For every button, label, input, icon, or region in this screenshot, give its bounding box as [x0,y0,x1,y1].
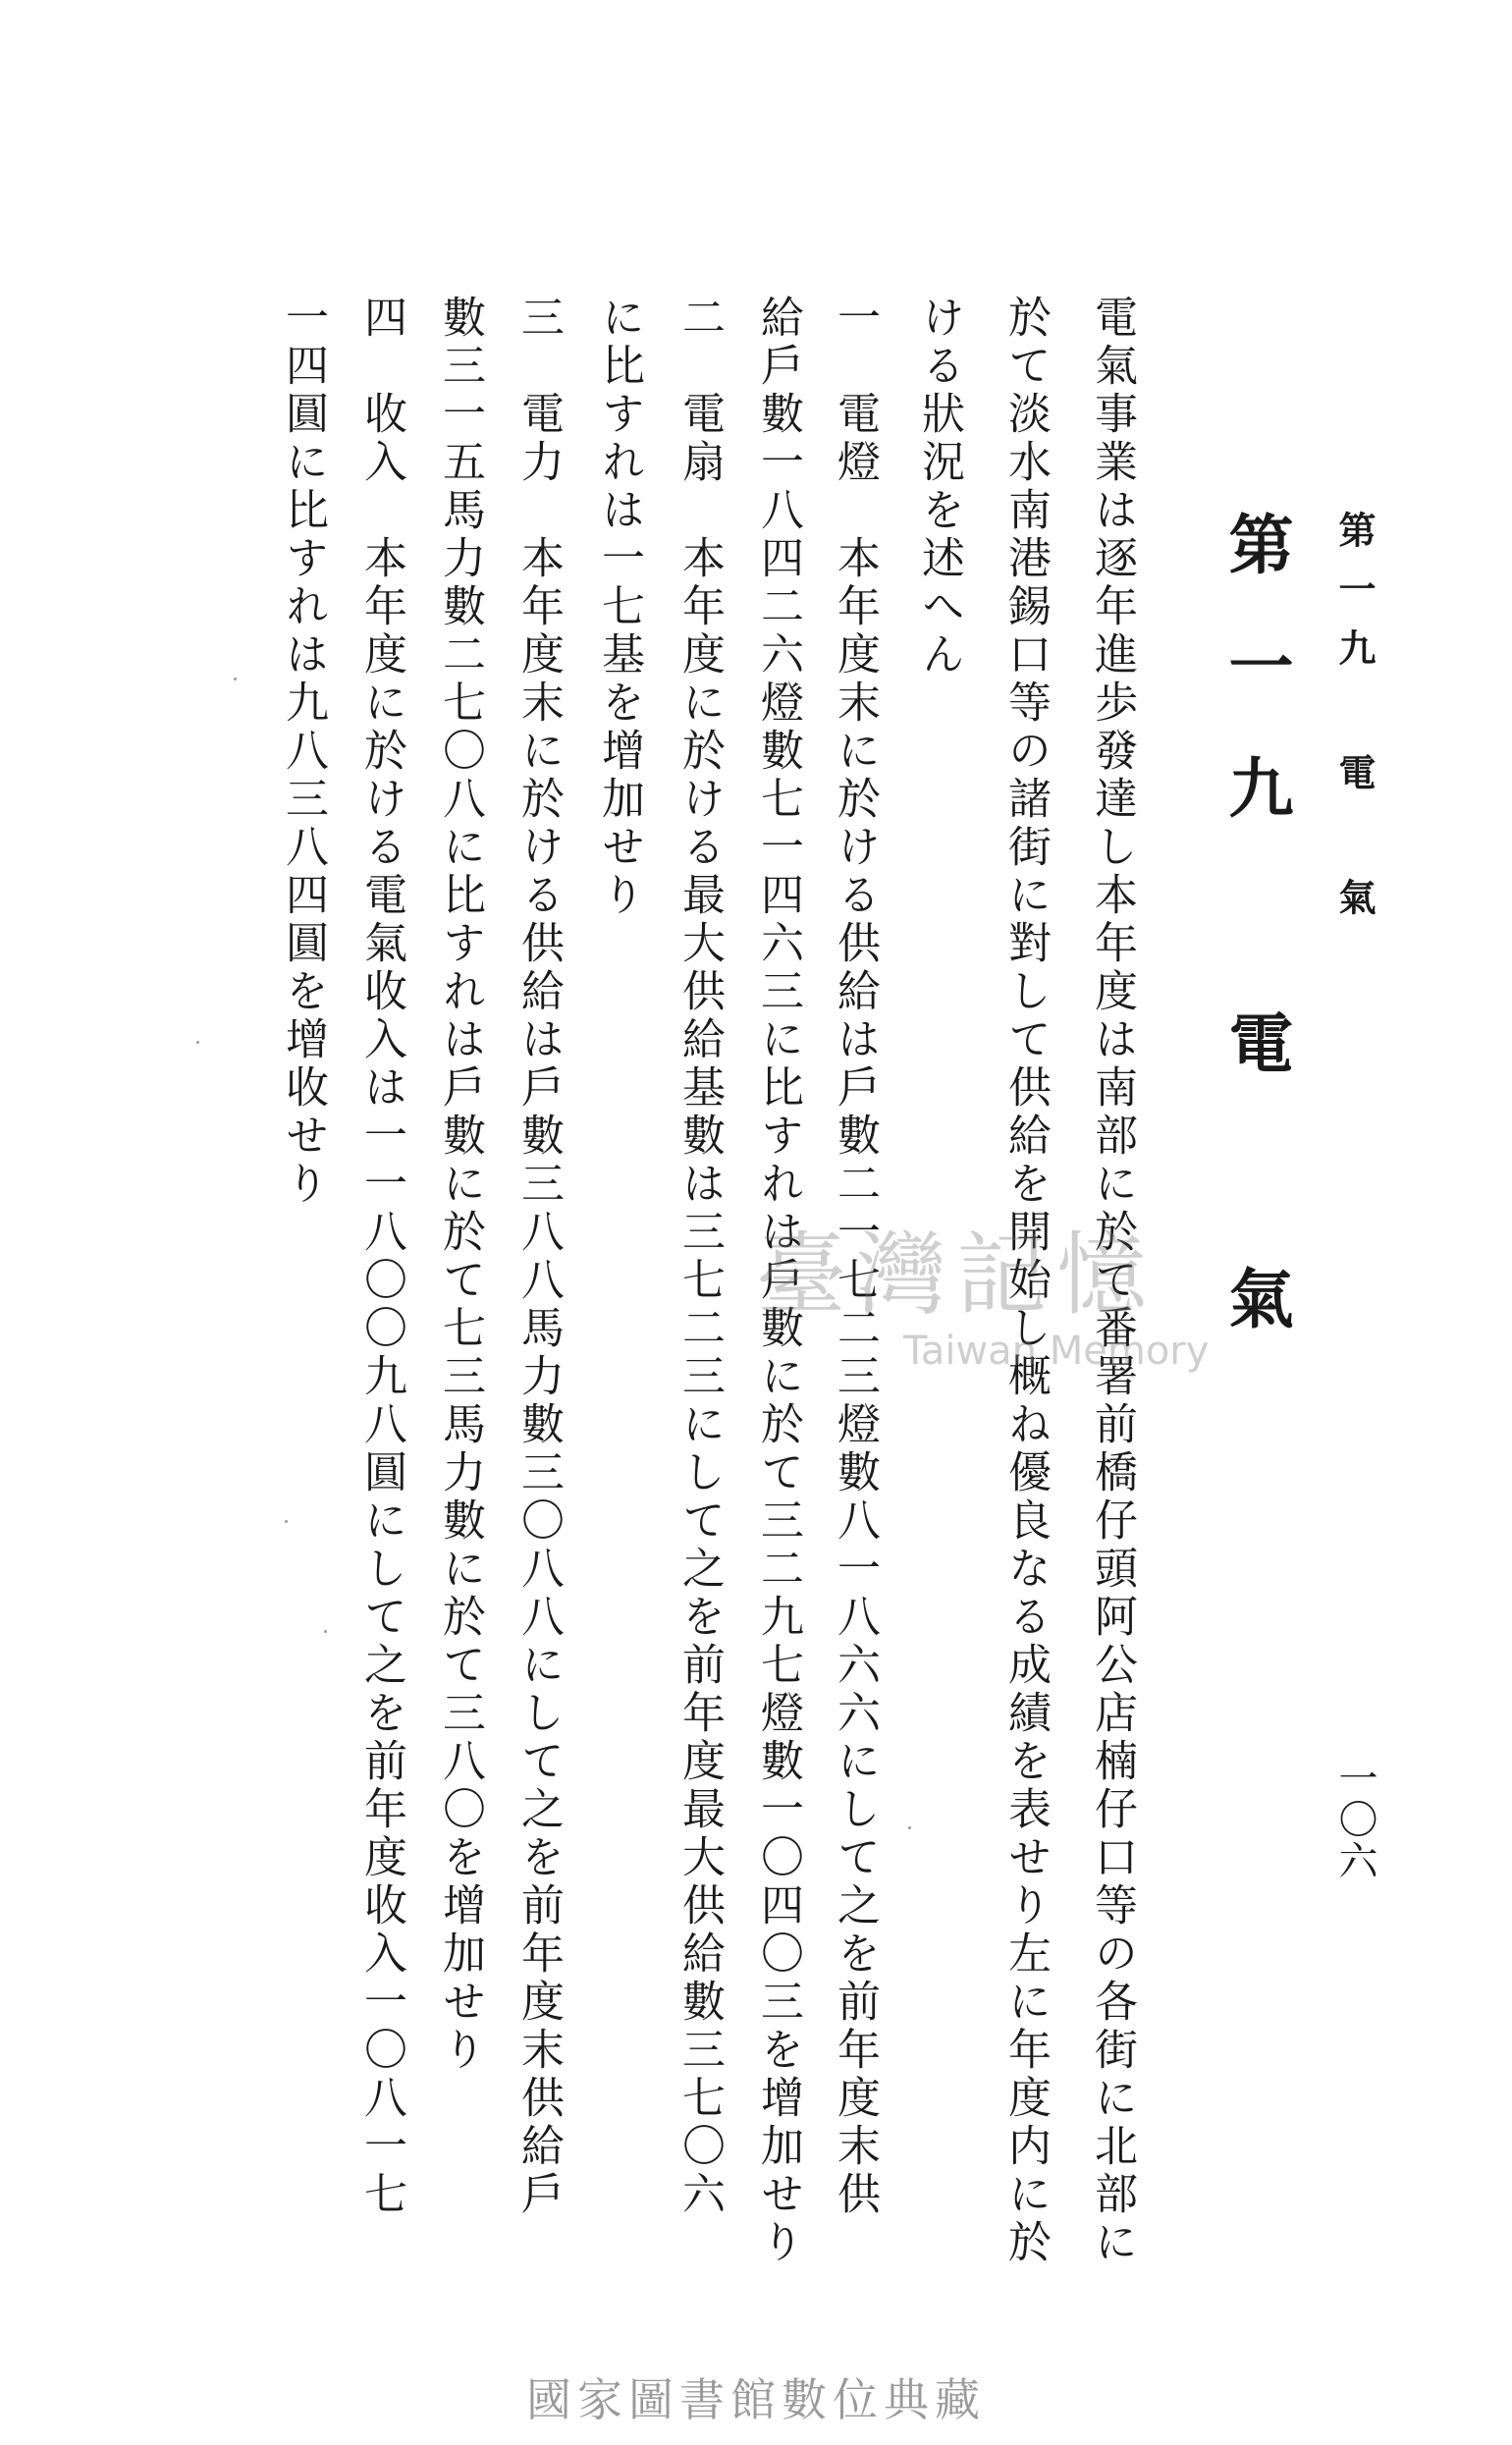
scan-speck [234,678,237,680]
body-line-7: に比すれは一七基を增加せり [594,295,644,920]
watermark-chars: 臺灣記憶 [756,1222,1158,1328]
body-line-8: 三 電力 本年度末に於ける供給は戶數三八八馬力數三〇八八にして之を前年度末供給戶 [513,295,564,2219]
scan-speck [196,1041,199,1044]
body-line-3: ける狀況を述へん [914,295,964,679]
section-title: 第一九 電 氣 [1217,511,1294,1386]
body-line-2: 於て淡水南港錫口等の諸街に對して供給を開始し概ね優良なる成績を表せり左に年度内に於 [1000,295,1051,2267]
scan-speck [285,1520,288,1523]
body-line-11: 一四圓に比すれは九八三八四圓を增收せり [278,295,328,1209]
watermark-latin: Taiwan Memory [903,1329,1210,1374]
footer-archive-mark: 國家圖書館數位典藏 [526,2373,986,2426]
scan-speck [908,1826,911,1829]
body-line-10: 四 收入 本年度に於ける電氣收入は一一八〇〇九八圓にして之を前年度收入一〇八一七 [356,295,406,2219]
scan-speck [324,1630,327,1633]
taiwan-memory-watermark [756,1203,1286,1409]
page-number: 一〇六 [1332,1758,1377,1881]
body-line-1: 電氣事業は逐年進歩發達し本年度は南部に於て番署前橋仔頭阿公店楠仔口等の各街に北部に [1087,295,1137,2267]
body-line-5: 給戶數一八四二六燈數七一四六三に比すれは戶數に於て三二九七燈數一〇四〇三を增加せり [753,295,803,2267]
body-line-9: 數三一五馬力數二七〇八に比すれは戶數に於て七三馬力數に於て三八〇を增加せり [435,295,485,2075]
body-line-4: 一 電燈 本年度末に於ける供給は戶數二一七二三燈數八一八六六にして之を前年度末供 [830,295,880,2219]
body-line-6: 二 電扇 本年度に於ける最大供給基數は三七二三にして之を前年度最大供給數三七〇六 [675,295,725,2219]
running-head: 第一九 電 氣 [1332,511,1377,937]
